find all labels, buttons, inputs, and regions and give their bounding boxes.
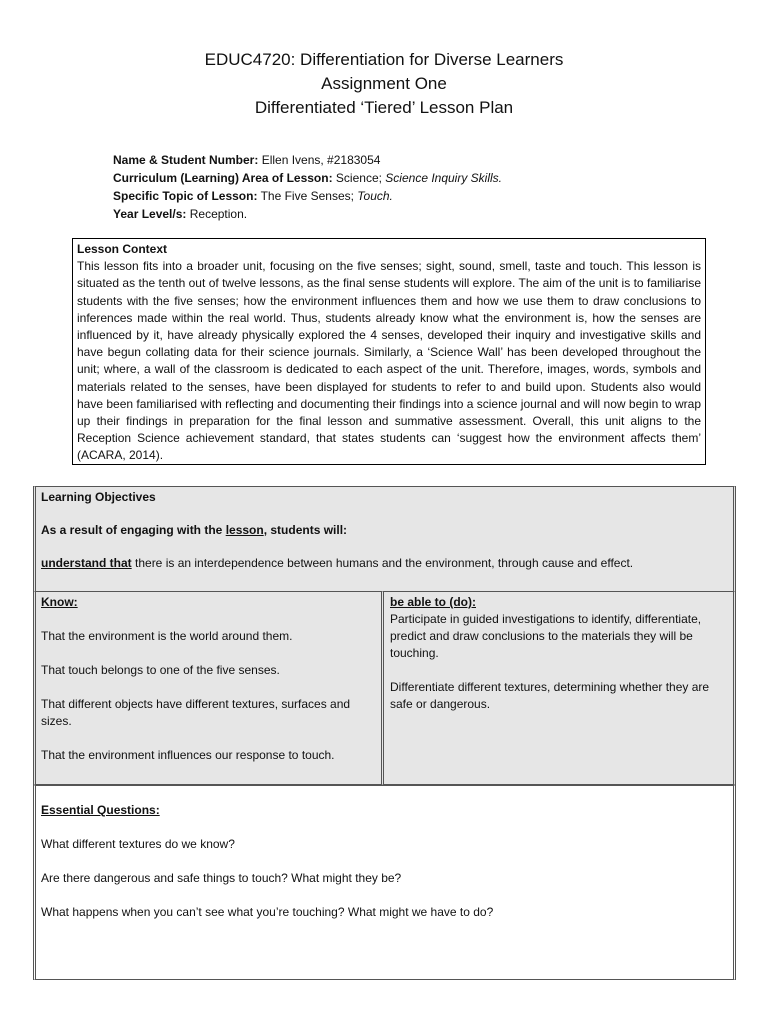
know-item: That touch belongs to one of the five senses. xyxy=(41,663,280,677)
learning-objectives-cell xyxy=(33,486,736,591)
year-level-label: Year Level/s: xyxy=(113,207,187,221)
objectives-lead xyxy=(41,522,728,539)
understanding-statement xyxy=(41,555,728,572)
learning-area-value: Science; xyxy=(332,171,386,185)
learning-area-strand: Science Inquiry Skills. xyxy=(385,171,503,185)
course-title: EDUC4720: Differentiation for Diverse Learners xyxy=(204,50,564,69)
know-item: That the environment influences our response to touch. xyxy=(41,748,335,762)
learning-area-label: Curriculum (Learning) Area of Lesson: xyxy=(113,171,333,185)
document-title xyxy=(0,48,768,120)
do-heading: be able to (do): xyxy=(390,595,476,609)
learning-area-line xyxy=(113,169,502,187)
plan-title: Differentiated ‘Tiered’ Lesson Plan xyxy=(254,98,514,117)
lesson-context-box xyxy=(72,238,706,465)
essential-question: What different textures do we know? xyxy=(41,837,235,851)
essential-question: What happens when you can’t see what you’re touching? What might we have to do? xyxy=(41,905,494,919)
student-name-line xyxy=(113,151,502,169)
learning-objectives-heading: Learning Objectives xyxy=(41,490,156,504)
student-details xyxy=(113,151,502,223)
lesson-context-heading: Lesson Context xyxy=(77,242,168,256)
understand-label: understand that xyxy=(41,556,132,570)
know-item: That the environment is the world around them. xyxy=(41,629,293,643)
do-cell xyxy=(384,591,736,785)
student-name-label: Name & Student Number: xyxy=(113,153,259,167)
year-level-value: Reception. xyxy=(186,207,248,221)
know-cell xyxy=(33,591,384,785)
essential-questions-cell xyxy=(33,785,736,980)
do-item: Differentiate different textures, determining whether they are safe or dangerous. xyxy=(390,680,710,711)
topic-line xyxy=(113,187,502,205)
know-heading: Know: xyxy=(41,595,78,609)
do-item: Participate in guided investigations to identify, differentiate, predict and draw conclusions to the materials they will be touching. xyxy=(390,612,702,660)
know-item: That different objects have different textures, surfaces and sizes. xyxy=(41,697,351,728)
objectives-lead-pre: As a result of engaging with the xyxy=(41,523,226,537)
topic-subtopic: Touch. xyxy=(357,189,393,203)
student-name-value: Ellen Ivens, #2183054 xyxy=(258,153,381,167)
understand-text: there is an interdependence between humans and the environment, through cause and effect. xyxy=(131,556,634,570)
essential-questions-heading: Essential Questions: xyxy=(41,803,160,817)
objectives-lead-post: , students will: xyxy=(263,523,348,537)
objectives-lead-lesson: lesson xyxy=(225,523,264,537)
essential-question: Are there dangerous and safe things to touch? What might they be? xyxy=(41,871,402,885)
assignment-title: Assignment One xyxy=(321,74,447,93)
topic-label: Specific Topic of Lesson: xyxy=(113,189,258,203)
topic-value: The Five Senses; xyxy=(257,189,358,203)
lesson-context-body: This lesson fits into a broader unit, focusing on the five senses; sight, sound, smell, taste and touch. This lesson is situated as the tenth out of twelve lessons, as the final sense students will explore. The aim of the unit is to familiarise students with the five senses; how the environment influences them and how we use them to draw conclusions to inferences made within the real world. Thus, students already know what the environment is, how the senses are influenced by it, have already physically explored the 4 senses, developed their inquiry and investigative skills and have begun collating data for their science journals. Similarly, a ‘Science Wall’ has been developed throughout the unit; where, a wall of the classroom is dedicated to each aspect of the unit. Therefore, images, words, symbols and materials related to the senses, have been displayed for students to refer to and build upon. Students also would have been familiarised with reflecting and documenting their findings into a science journal and will now begin to wrap up their findings in preparation for the final lesson and summative assessment. Overall, this unit aligns to the Reception Science achievement standard, that states students can ‘suggest how the environment affects them’ (ACARA, 2014). xyxy=(77,259,701,463)
year-level-line xyxy=(113,205,502,223)
